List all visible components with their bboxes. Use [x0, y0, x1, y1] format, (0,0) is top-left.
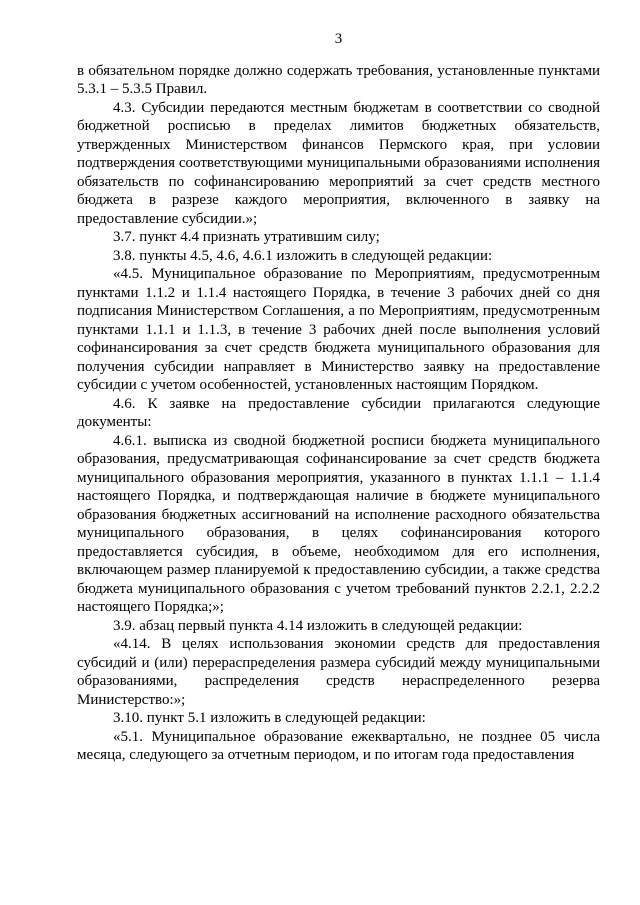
page-number: 3: [334, 31, 343, 47]
paragraph-4-5: «4.5. Муниципальное образование по Мероприятиям, предусмотренным пунктами 1.1.2 и 1.1.4 настоящего Порядка, в течение 3 рабочих дней со дня подписания Министерством Соглашения, а по Мероприятиям, предусмотренным пунктами 1.1.1 и 1.1.3, в течение 3 рабочих дней после выполнения условий софинансирования за счет средств бюджета муниципального образования для получения субсидии направляет в Министерство заявку на предоставление субсидии с учетом особенностей, установленных настоящим Порядком.: [77, 266, 600, 393]
paragraph-4-6-1: 4.6.1. выписка из сводной бюджетной росписи бюджета муниципального образования, предусматривающая софинансирование за счет средств бюджета муниципального образования мероприятия, указанного в пунктах 1.1.1 – 1.1.4 настоящего Порядка, и подтверждающая наличие в бюджете муниципального образования бюджетных ассигнований на исполнение расходного обязательства муниципального образования, в целях софинансирования которого предоставляется субсидия, в объеме, необходимом для его исполнения, включающем размер планируемой к предоставлению субсидии, а также средства бюджета муниципального образования с учетом требований пунктов 2.2.1, 2.2.2 настоящего Порядка;»;: [77, 432, 600, 615]
paragraph-3-7: 3.7. пункт 4.4 признать утратившим силу;: [113, 229, 380, 245]
paragraph-3-9: 3.9. абзац первый пункта 4.14 изложить в следующей редакции:: [113, 617, 523, 634]
document-page: [77, 30, 600, 765]
paragraph-3-8: 3.8. пункты 4.5, 4.6, 4.6.1 изложить в следующей редакции:: [113, 247, 493, 264]
paragraph-4-3: 4.3. Субсидии передаются местным бюджетам в соответствии со сводной бюджетной росписью в пределах лимитов бюджетных обязательств, утвержденных Министерством финансов Пермского края, при условии подтверждения соответствующими муниципальными образованиями исполнения обязательств по софинансированию мероприятий за счет средств местного бюджета в разрезе каждого мероприятия, включенного в заявку на предоставление субсидии.»;: [77, 99, 600, 227]
paragraph-5-1: «5.1. Муниципальное образование ежеквартально, не позднее 05 числа месяца, следующего за отчетным периодом, и по итогам года предоставления: [77, 728, 600, 763]
paragraph-4-6: 4.6. К заявке на предоставление субсидии прилагаются следующие документы:: [77, 395, 600, 430]
paragraph-3-10: 3.10. пункт 5.1 изложить в следующей редакции:: [113, 710, 426, 726]
paragraph-4-14: «4.14. В целях использования экономии средств для предоставления субсидий и (или) перераспределения размера субсидий между муниципальными образованиями, распределения средств нераспределенного резерва Министерство:»;: [77, 636, 600, 708]
paragraph-continuation: в обязательном порядке должно содержать требования, установленные пунктами 5.3.1 – 5.3.5 Правил.: [77, 62, 600, 97]
